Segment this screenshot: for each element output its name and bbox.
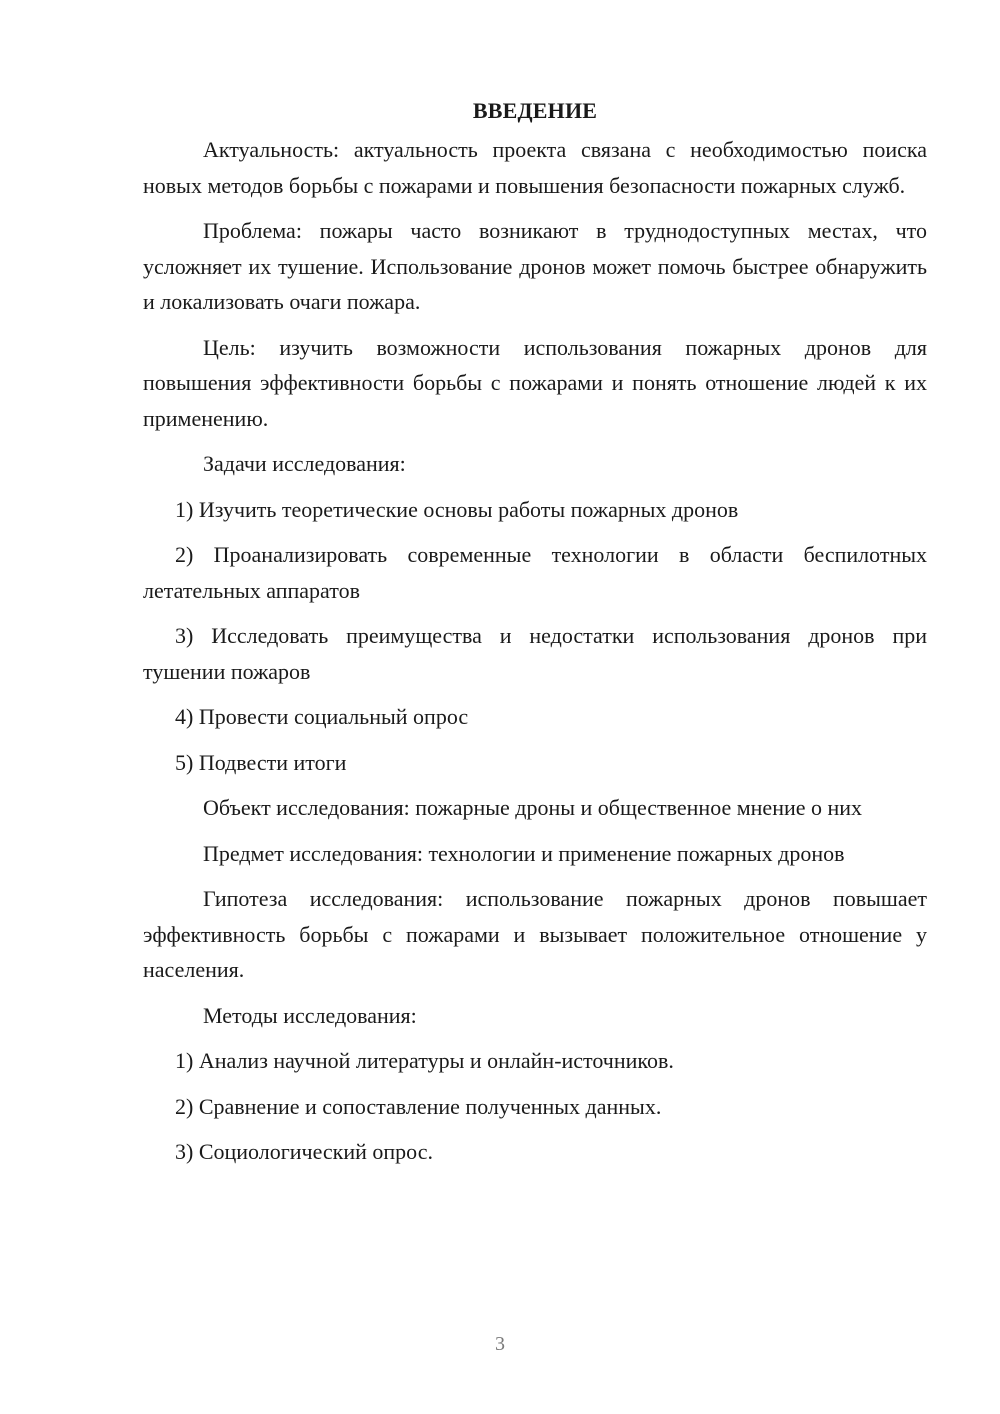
task-item: 2) Проанализировать современные технологии в области беспилотных летательных аппаратов — [143, 542, 927, 603]
method-item: 2) Сравнение и сопоставление полученных данных. — [175, 1093, 662, 1119]
subject-paragraph: Предмет исследования: технологии и применение пожарных дронов — [203, 840, 845, 866]
task-item: 5) Подвести итоги — [175, 749, 347, 775]
hypothesis-paragraph: Гипотеза исследования: использование пожарных дронов повышает эффективность борьбы с пожарами и вызывает положительное отношение у населения. — [143, 886, 927, 982]
section-heading: ВВЕДЕНИЕ — [472, 98, 598, 123]
goal-paragraph: Цель: изучить возможности использования пожарных дронов для повышения эффективности борьбы с пожарами и понять отношение людей к их применению. — [143, 334, 927, 431]
methods-title: Методы исследования: — [203, 1002, 417, 1028]
task-item: 1) Изучить теоретические основы работы пожарных дронов — [175, 496, 739, 522]
relevance-paragraph: Актуальность: актуальность проекта связана с необходимостью поиска новых методов борьбы с пожарами и повышения безопасности пожарных служб. — [143, 137, 927, 198]
page-number: 3 — [495, 1333, 505, 1355]
method-item: 3) Социологический опрос. — [175, 1139, 433, 1164]
tasks-title: Задачи исследования: — [203, 451, 406, 476]
task-item: 3) Исследовать преимущества и недостатки использования дронов при тушении пожаров — [143, 623, 927, 684]
problem-paragraph: Проблема: пожары часто возникают в труднодоступных местах, что усложняет их тушение. Использование дронов может помочь быстрее обнаружить и локализовать очаги пожара. — [143, 218, 927, 314]
object-paragraph: Объект исследования: пожарные дроны и общественное мнение о них — [203, 795, 863, 820]
document-page — [143, 93, 927, 1180]
method-item: 1) Анализ научной литературы и онлайн-источников. — [175, 1048, 674, 1073]
task-item: 4) Провести социальный опрос — [175, 704, 469, 729]
